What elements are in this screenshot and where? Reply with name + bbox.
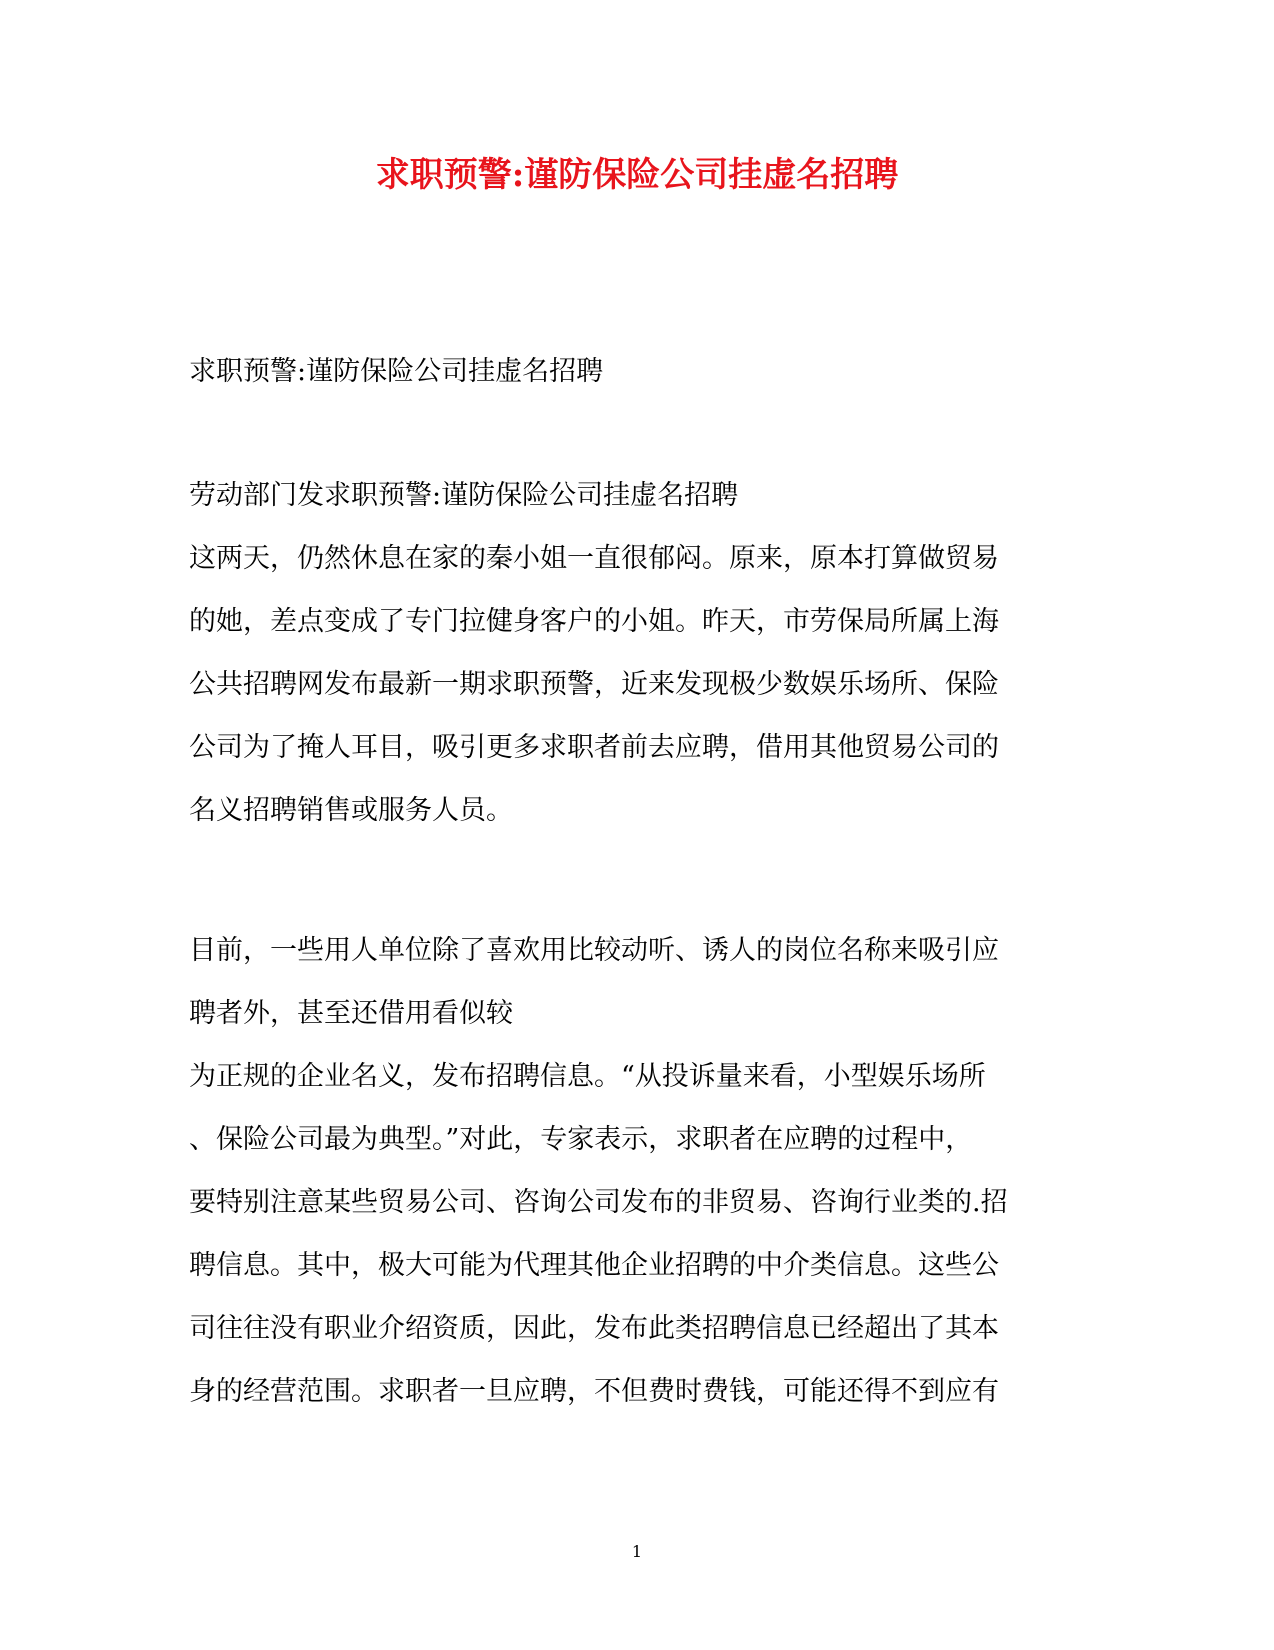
paragraph-line: 、保险公司最为典型。”对此，专家表示，求职者在应聘的过程中， xyxy=(189,1124,973,1155)
document-title: 求职预警:谨防保险公司挂虚名招聘 xyxy=(375,155,899,195)
paragraph-line: 司往往没有职业介绍资质，因此，发布此类招聘信息已经超出了其本 xyxy=(189,1313,999,1344)
paragraph-line: 要特别注意某些贸易公司、咨询公司发布的非贸易、咨询行业类的.招 xyxy=(189,1187,1008,1218)
paragraph-line: 公司为了掩人耳目，吸引更多求职者前去应聘，借用其他贸易公司的 xyxy=(189,732,999,763)
paragraph-line: 聘者外，甚至还借用看似较 xyxy=(189,998,513,1029)
paragraph-1 xyxy=(189,464,1089,842)
paragraph-line: 公共招聘网发布最新一期求职预警，近来发现极少数娱乐场所、保险 xyxy=(189,669,999,700)
page-number: 1 xyxy=(631,1542,643,1561)
paragraph-line: 目前，一些用人单位除了喜欢用比较动听、诱人的岗位名称来吸引应 xyxy=(189,935,999,966)
subtitle-line: 求职预警:谨防保险公司挂虚名招聘 xyxy=(189,356,604,387)
paragraph-line: 聘信息。其中，极大可能为代理其他企业招聘的中介类信息。这些公 xyxy=(189,1250,999,1281)
paragraph-2 xyxy=(189,919,1089,1423)
paragraph-line: 的她，差点变成了专门拉健身客户的小姐。昨天，市劳保局所属上海 xyxy=(189,606,999,637)
document-subtitle xyxy=(189,340,1089,403)
paragraph-line: 名义招聘销售或服务人员。 xyxy=(189,795,513,826)
paragraph-line: 身的经营范围。求职者一旦应聘，不但费时费钱，可能还得不到应有 xyxy=(189,1376,999,1407)
paragraph-line: 劳动部门发求职预警:谨防保险公司挂虚名招聘 xyxy=(189,480,739,511)
paragraph-line: 为正规的企业名义，发布招聘信息。“从投诉量来看，小型娱乐场所 xyxy=(189,1061,986,1092)
paragraph-line: 这两天，仍然休息在家的秦小姐一直很郁闷。原来，原本打算做贸易 xyxy=(189,543,999,574)
